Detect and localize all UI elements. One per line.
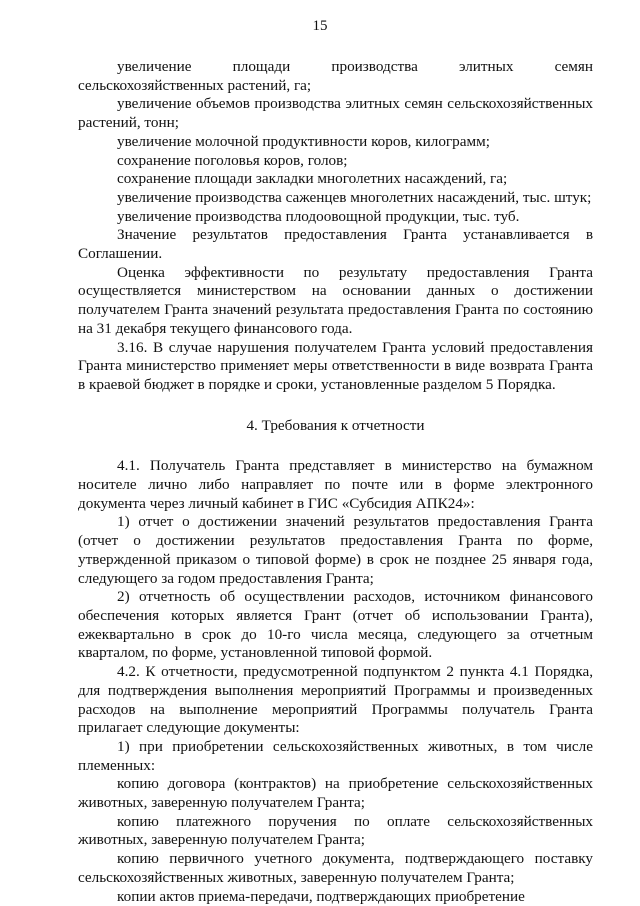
- paragraph: сохранение поголовья коров, голов;: [117, 151, 348, 169]
- paragraph: увеличение производства саженцев многолетних насаждений, тыс. штук;: [117, 188, 592, 206]
- paragraph: 1) при приобретении сельскохозяйственных животных, в том числе племенных:: [78, 737, 593, 774]
- paragraph: 1) отчет о достижении значений результатов предоставления Гранта (отчет о достижении результатов предоставления Гранта по форме, утвержденной приказом о типовой форме) в срок не позднее 25 января года, следующего за годом предоставления Гранта;: [78, 513, 593, 587]
- paragraph: увеличение молочной продуктивности коров, килограмм;: [117, 132, 490, 150]
- paragraph: копию договора (контрактов) на приобретение сельскохозяйственных животных, заверенную получателем Гранта;: [78, 775, 593, 812]
- paragraph: увеличение площади производства элитных семян сельскохозяйственных растений, га;: [78, 58, 593, 94]
- paragraph: сохранение площади закладки многолетних насаждений, га;: [117, 170, 508, 188]
- paragraph: увеличение производства плодоовощной продукции, тыс. туб.: [117, 207, 520, 225]
- page-number: 15: [312, 18, 328, 34]
- paragraph: Значение результатов предоставления Гранта устанавливается в Соглашении.: [78, 226, 593, 263]
- paragraph: Оценка эффективности по результату предоставления Гранта осуществляется министерством на основании данных о достижении получателем Гранта значений результата предоставления Гранта по состоянию на 31 декабря текущего финансового года.: [78, 263, 593, 337]
- paragraph: увеличение объемов производства элитных семян сельскохозяйственных растений, тонн;: [78, 95, 593, 132]
- paragraph: 2) отчетность об осуществлении расходов, источником финансового обеспечения которых является Грант (отчет об использовании Гранта), ежеквартально в срок до 10-го числа месяца, следующего за отчетным кварталом, по форме, установленной типовой формой.: [78, 588, 593, 662]
- paragraph: копию первичного учетного документа, подтверждающего поставку сельскохозяйственных животных, заверенную получателем Гранта;: [78, 850, 593, 886]
- paragraph: копии актов приема-передачи, подтверждающих приобретение: [117, 887, 525, 905]
- paragraph: копию платежного поручения по оплате сельскохозяйственных животных, заверенную получателем Гранта;: [78, 812, 593, 849]
- section-heading: 4. Требования к отчетности: [246, 416, 425, 434]
- paragraph: 4.2. К отчетности, предусмотренной подпунктом 2 пункта 4.1 Порядка, для подтверждения выполнения мероприятий Программы и произведенных расходов на выполнение мероприятий Программы получатель Гранта прилагает следующие документы:: [78, 663, 593, 737]
- paragraph: 3.16. В случае нарушения получателем Гранта условий предоставления Гранта министерство применяет меры ответственности в виде возврата Гранта в краевой бюджет в порядке и сроки, установленные разделом 5 Порядка.: [78, 338, 593, 393]
- document-body: [78, 58, 593, 906]
- paragraph: 4.1. Получатель Гранта представляет в министерство на бумажном носителе лично либо направляет по почте или в форме электронного документа через личный кабинет в ГИС «Субсидия АПК24»:: [78, 457, 593, 512]
